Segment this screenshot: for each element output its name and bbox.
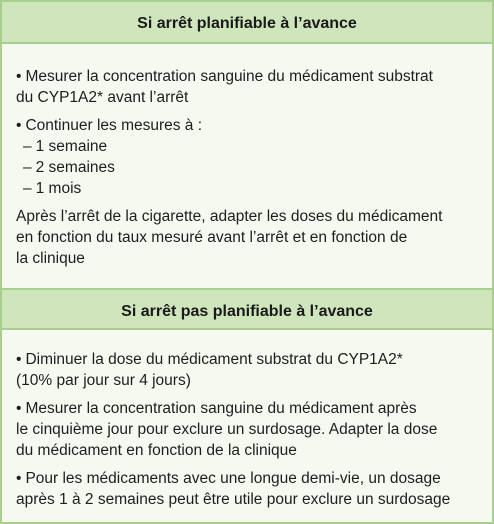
section-header-unplanned [2, 288, 492, 328]
section-title-planned: Si arrêt planifiable à l’avance [137, 15, 357, 32]
bullet-line: du médicament en fonction de la clinique [16, 442, 297, 459]
paragraph [16, 206, 482, 269]
section-body-unplanned [2, 328, 492, 522]
bullet-item [16, 115, 482, 199]
bullet-line: • Pour les médicaments avec une longue demi-vie, un dosage [16, 470, 441, 487]
bullet-line: (10% par jour sur 4 jours) [16, 372, 191, 389]
bullet-line: • Continuer les mesures à : [16, 117, 203, 134]
bullet-mark: • [16, 117, 22, 134]
paragraph-line: la clinique [16, 250, 85, 267]
sub-item: – 1 semaine [23, 138, 108, 155]
section-body-planned [2, 42, 492, 288]
paragraph-line: Après l’arrêt de la cigarette, adapter les doses du médicament [16, 208, 443, 225]
bullet-item [16, 349, 482, 391]
bullet-line: après 1 à 2 semaines peut être utile pour exclure un surdosage [16, 491, 451, 508]
bullet-item [16, 468, 482, 510]
bullet-line: • Mesurer la concentration sanguine du médicament après [16, 400, 417, 417]
dash-mark: – [23, 180, 32, 197]
bullet-mark: • [16, 351, 22, 368]
dash-mark: – [23, 138, 32, 155]
bullet-item [16, 398, 482, 461]
bullet-item [16, 66, 482, 108]
bullet-mark: • [16, 68, 22, 85]
bullet-line: du CYP1A2* avant l’arrêt [16, 89, 189, 106]
paragraph-line: en fonction du taux mesuré avant l’arrêt et en fonction de [16, 229, 408, 246]
bullet-line: le cinquième jour pour exclure un surdosage. Adapter la dose [16, 421, 438, 438]
bullet-mark: • [16, 470, 22, 487]
section-title-unplanned: Si arrêt pas planifiable à l’avance [121, 303, 373, 320]
bullet-line: • Mesurer la concentration sanguine du médicament substrat [16, 68, 433, 85]
sub-item: – 1 mois [23, 180, 82, 197]
sub-item: – 2 semaines [23, 159, 115, 176]
bullet-line: • Diminuer la dose du médicament substrat du CYP1A2* [16, 351, 403, 368]
section-header-planned [2, 2, 492, 42]
bullet-mark: • [16, 400, 22, 417]
dash-mark: – [23, 159, 32, 176]
